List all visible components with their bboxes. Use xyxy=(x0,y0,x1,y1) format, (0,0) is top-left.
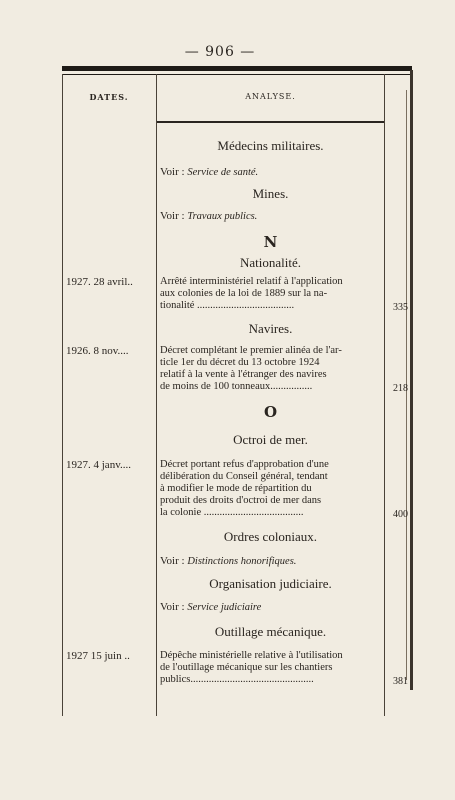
entry-line: publics............................................... xyxy=(160,674,314,685)
entry-outillage xyxy=(160,650,385,686)
entry-line: produit des droits d'octroi de mer dans xyxy=(160,495,322,506)
heading-organisation: Organisation judiciaire. xyxy=(209,576,332,591)
heading-medecins-militaires: Médecins militaires. xyxy=(217,138,324,153)
entry-line: relatif à la vente à l'étranger des navires xyxy=(160,369,327,380)
page-ref-nationalite: 335 xyxy=(393,302,408,313)
header-analyse: ANALYSE. xyxy=(245,92,296,101)
date-navires: 1926. 8 nov.... xyxy=(66,345,129,357)
entry-line: la colonie ...................................... xyxy=(160,507,304,518)
voir-mines xyxy=(160,210,257,222)
heading-navires: Navires. xyxy=(248,321,293,336)
voir-ordres xyxy=(160,555,296,567)
header-rule xyxy=(157,121,384,123)
heading-octroi: Octroi de mer. xyxy=(233,432,308,447)
entry-line: de moins de 100 tonneaux................ xyxy=(160,381,313,392)
entry-line: à modifier le mode de répartition du xyxy=(160,483,312,494)
letter-n: N xyxy=(263,233,278,251)
heading-ordres: Ordres coloniaux. xyxy=(223,529,318,544)
date-outillage: 1927 15 juin .. xyxy=(66,650,130,662)
voir-organisation xyxy=(160,601,261,613)
entry-line: délibération du Conseil général, tendant xyxy=(160,471,328,482)
voir-target: Service judiciaire xyxy=(187,602,262,613)
page-ref-outillage: 381 xyxy=(393,676,408,687)
voir-label: Voir : xyxy=(160,601,185,613)
column-divider-middle xyxy=(156,74,157,716)
entry-line: de l'outillage mécanique sur les chantiers xyxy=(160,662,333,673)
page-ref-navires: 218 xyxy=(393,383,408,394)
voir-target: Travaux publics. xyxy=(187,211,258,222)
voir-label: Voir : xyxy=(160,210,185,222)
column-divider-left xyxy=(62,74,63,716)
entry-navires xyxy=(160,345,385,393)
voir-label: Voir : xyxy=(160,166,185,178)
voir-label: Voir : xyxy=(160,555,185,567)
entry-line: tionalité ..................................... xyxy=(160,300,295,311)
date-nationalite: 1927. 28 avril.. xyxy=(66,276,133,288)
top-rule-thin xyxy=(62,74,412,75)
heading-outillage: Outillage mécanique. xyxy=(214,624,327,639)
entry-octroi xyxy=(160,459,385,519)
heading-mines: Mines. xyxy=(252,186,289,201)
header-dates: DATES. xyxy=(89,92,129,102)
page-ref-octroi: 400 xyxy=(393,509,408,520)
entry-line: Arrêté interministériel relatif à l'application xyxy=(160,276,343,287)
top-rule xyxy=(62,66,412,71)
voir-medecins xyxy=(160,166,258,178)
entry-line: Décret portant refus d'approbation d'une xyxy=(160,459,329,470)
letter-o: O xyxy=(263,403,278,421)
entry-nationalite xyxy=(160,276,385,312)
entry-line: Dépêche ministérielle relative à l'utilisation xyxy=(160,650,343,661)
outer-right-rule xyxy=(410,70,413,690)
entry-line: Décret complétant le premier alinéa de l'ar- xyxy=(160,345,342,356)
heading-nationalite: Nationalité. xyxy=(239,255,301,270)
page-number: — 906 — xyxy=(184,44,256,60)
entry-line: ticle 1er du décret du 13 octobre 1924 xyxy=(160,357,320,368)
column-divider-right xyxy=(384,74,385,716)
date-octroi: 1927. 4 janv.... xyxy=(66,459,131,471)
voir-target: Distinctions honorifiques. xyxy=(187,556,297,567)
voir-target: Service de santé. xyxy=(187,167,259,178)
entry-line: aux colonies de la loi de 1889 sur la na- xyxy=(160,288,328,299)
